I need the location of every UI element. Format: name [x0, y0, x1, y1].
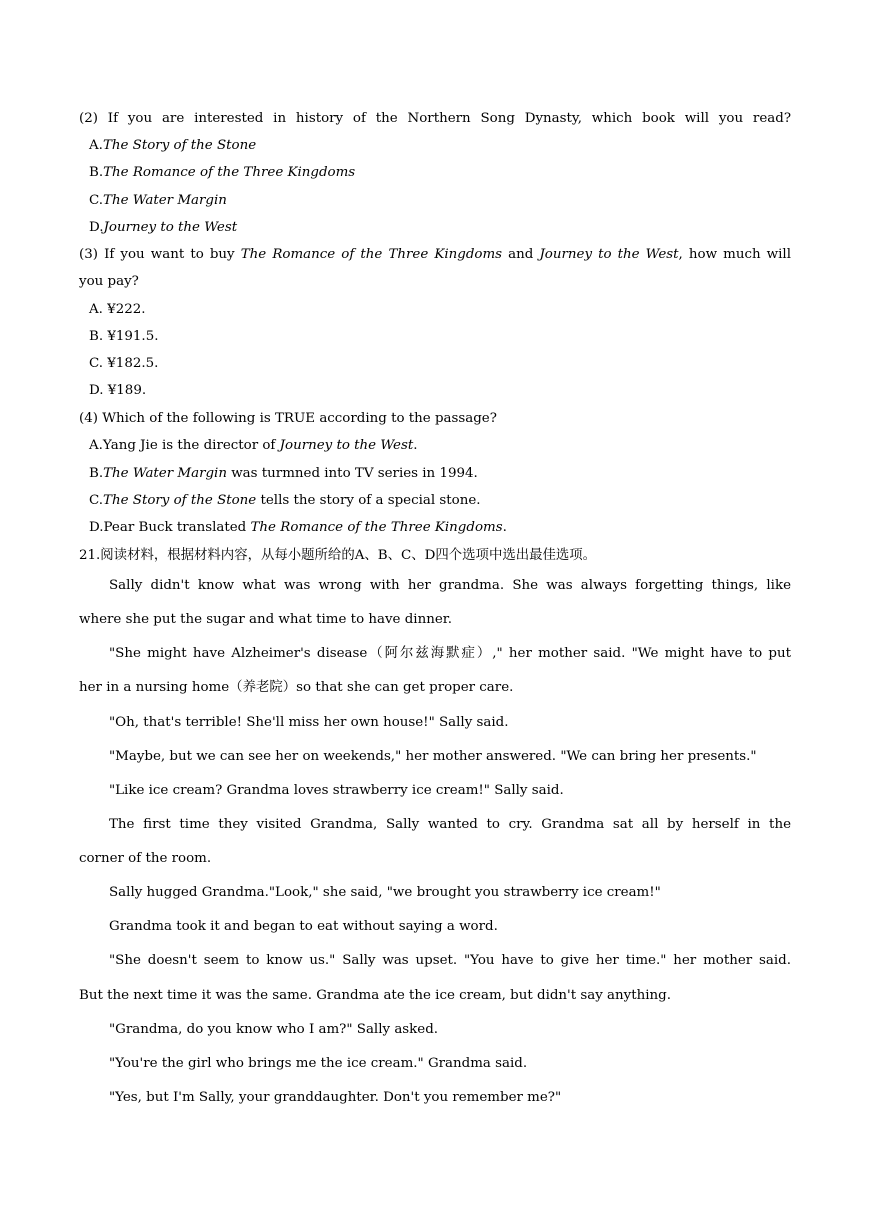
option-text: . — [413, 438, 418, 453]
q3-text: (3) If you want to buy — [79, 247, 241, 262]
q3-option-d: D. ¥189. — [89, 383, 147, 398]
book-title: The Water Margin — [103, 193, 227, 208]
book-title: Journey to the West — [539, 247, 679, 262]
q4-option-b — [89, 465, 801, 483]
option-text: C. — [89, 493, 104, 508]
book-title: The Water Margin — [103, 466, 227, 481]
q2-option-a — [89, 137, 801, 155]
q4-question: (4) Which of the following is TRUE according to the passage? — [79, 411, 497, 426]
passage-line: "You're the girl who brings me the ice cream." Grandma said. — [109, 1056, 528, 1071]
passage-line: "Maybe, but we can see her on weekends," her mother answered. "We can bring her presents." — [109, 749, 757, 764]
q4-option-c — [89, 492, 801, 510]
passage-line: The first time they visited Grandma, Sally wanted to cry. Grandma sat all by herself in the — [109, 817, 791, 832]
book-title: The Story of the Stone — [103, 493, 257, 508]
option-text: B. — [89, 466, 104, 481]
option-text: A.Yang Jie is the director of — [89, 438, 280, 453]
passage-line: "Yes, but I'm Sally, your granddaughter. Don't you remember me?" — [109, 1090, 562, 1105]
q4-option-d — [89, 519, 801, 537]
passage-line: "She might have Alzheimer's disease（阿尔兹海默症）," her mother said. "We might have to put — [109, 646, 791, 661]
q3-text: , how much will — [678, 247, 791, 262]
q2-option-c — [89, 192, 801, 210]
q3-option-b: B. ¥191.5. — [89, 329, 159, 344]
passage-line: corner of the room. — [79, 851, 212, 866]
option-text: tells the story of a special stone. — [256, 493, 481, 508]
q3-question-cont: you pay? — [79, 274, 139, 289]
q2-option-b — [89, 164, 801, 182]
passage-line: Sally hugged Grandma."Look," she said, "we brought you strawberry ice cream!" — [109, 885, 661, 900]
q3-option-a: A. ¥222. — [89, 302, 146, 317]
q2-option-d — [89, 219, 801, 237]
q21-instruction: 21.阅读材料，根据材料内容，从每小题所给的A、B、C、D四个选项中选出最佳选项。 — [79, 548, 597, 563]
passage-line: Sally didn't know what was wrong with her grandma. She was always forgetting things, like — [109, 578, 791, 593]
option-letter: D. — [89, 220, 104, 235]
book-title: The Romance of the Three Kingdoms — [240, 247, 503, 262]
passage-line: "Like ice cream? Grandma loves strawberry ice cream!" Sally said. — [109, 783, 564, 798]
passage-line: "Oh, that's terrible! She'll miss her own house!" Sally said. — [109, 715, 509, 730]
option-text: D.Pear Buck translated — [89, 520, 251, 535]
option-letter: B. — [89, 165, 104, 180]
q3-text: and — [502, 247, 540, 262]
book-title: The Story of the Stone — [102, 138, 257, 153]
passage-line: "Grandma, do you know who I am?" Sally asked. — [109, 1022, 439, 1037]
option-text: . — [502, 520, 507, 535]
book-title: Journey to the West — [103, 220, 238, 235]
book-title: Journey to the West — [279, 438, 414, 453]
passage-line: "She doesn't seem to know us." Sally was upset. "You have to give her time." her mother said. — [109, 953, 791, 968]
q2-question: (2) If you are interested in history of the Northern Song Dynasty, which book will you read? — [79, 111, 791, 126]
book-title: The Romance of the Three Kingdoms — [250, 520, 503, 535]
option-letter: A. — [89, 138, 103, 153]
option-letter: C. — [89, 193, 104, 208]
passage-line: where she put the sugar and what time to have dinner. — [79, 612, 452, 627]
passage-line: Grandma took it and began to eat without saying a word. — [109, 919, 498, 934]
book-title: The Romance of the Three Kingdoms — [103, 165, 356, 180]
q3-option-c: C. ¥182.5. — [89, 356, 159, 371]
q3-question — [79, 246, 791, 264]
q4-option-a — [89, 437, 801, 455]
option-text: was turmned into TV series in 1994. — [226, 466, 478, 481]
passage-line: But the next time it was the same. Grandma ate the ice cream, but didn't say anything. — [79, 988, 671, 1003]
passage-line: her in a nursing home（养老院）so that she can get proper care. — [79, 680, 514, 695]
